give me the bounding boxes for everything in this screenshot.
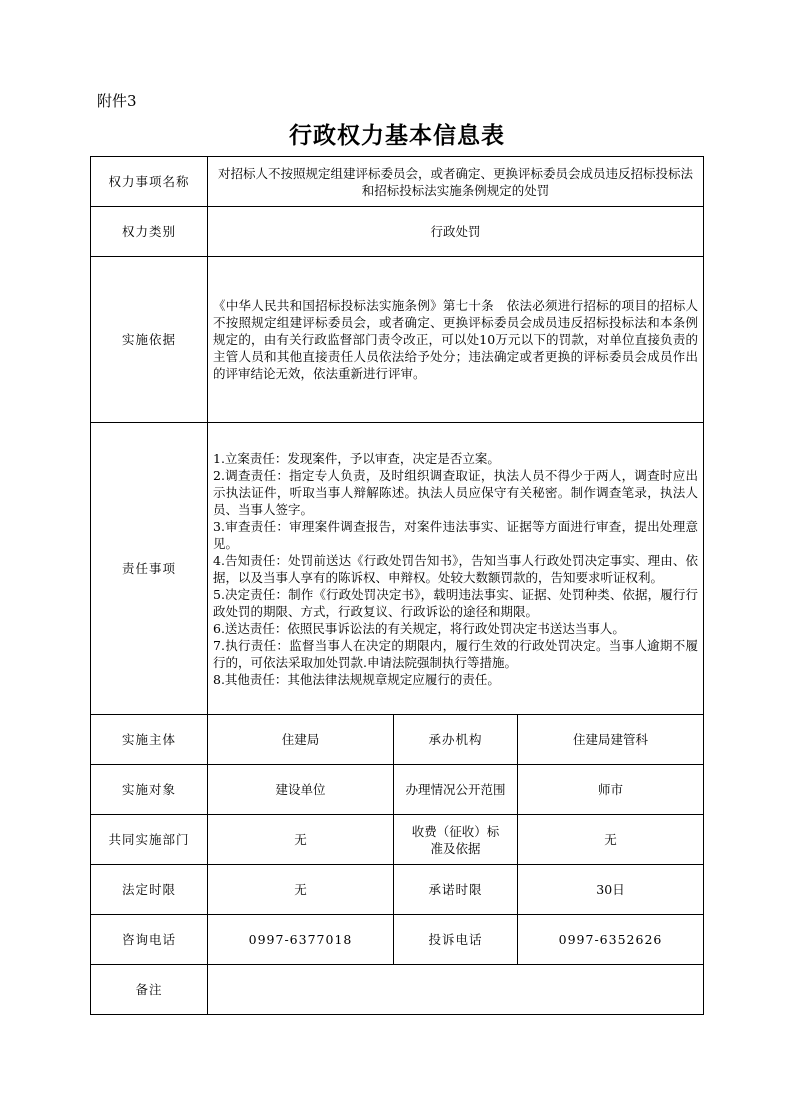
legal-timelimit-label: 法定时限 xyxy=(91,865,208,915)
legal-timelimit-value: 无 xyxy=(208,865,394,915)
duty-item: 7.执行责任：监督当事人在决定的期限内，履行生效的行政处罚决定。当事人逾期不履行的，可依法采取加处罚款.申请法院强制执行等措施。 xyxy=(213,637,699,670)
name-value: 对招标人不按照规定组建评标委员会，或者确定、更换评标委员会成员违反招标投标法和招标投标法实施条例规定的处罚 xyxy=(208,157,704,207)
subject-label: 实施主体 xyxy=(91,715,208,765)
promised-timelimit-label: 承诺时限 xyxy=(394,865,518,915)
category-value: 行政处罚 xyxy=(208,207,704,257)
duty-item: 1.立案责任：发现案件，予以审查，决定是否立案。 xyxy=(213,450,500,466)
duties-label: 责任事项 xyxy=(91,423,208,715)
row-name xyxy=(91,157,704,207)
attachment-label: 附件3 xyxy=(97,92,137,110)
info-table xyxy=(90,156,704,1015)
duties-list xyxy=(208,423,704,715)
row-basis xyxy=(91,257,704,423)
basis-label: 实施依据 xyxy=(91,257,208,423)
fee-standard-label: 收费（征收）标准及依据 xyxy=(394,815,518,865)
disclosure-scope-label: 办理情况公开范围 xyxy=(394,765,518,815)
agency-label: 承办机构 xyxy=(394,715,518,765)
duty-item: 5.决定责任：制作《行政处罚决定书》，载明违法事实、证据、处罚种类、依据，履行行政处罚的期限、方式，行政复议、行政诉讼的途径和期限。 xyxy=(213,586,699,619)
joint-dept-label: 共同实施部门 xyxy=(91,815,208,865)
category-label: 权力类别 xyxy=(91,207,208,257)
row-subject xyxy=(91,715,704,765)
target-label: 实施对象 xyxy=(91,765,208,815)
duty-item: 6.送达责任：依照民事诉讼法的有关规定，将行政处罚决定书送达当事人。 xyxy=(213,620,625,636)
row-duties xyxy=(91,423,704,715)
consult-phone-value: 0997-6377018 xyxy=(208,915,394,965)
basis-value: 《中华人民共和国招标投标法实施条例》第七十条 依法必须进行招标的项目的招标人不按照规定组建评标委员会，或者确定、更换评标委员会成员违反招标投标法和本条例规定的，由有关行政监督部门责令改正，可以处10万元以下的罚款，对单位直接负责的主管人员和其他直接责任人员依法给予处分；违法确定或者更换的评标委员会成员作出的评审结论无效，依法重新进行评审。 xyxy=(208,257,704,423)
disclosure-scope-value: 师市 xyxy=(518,765,704,815)
name-label: 权力事项名称 xyxy=(91,157,208,207)
row-category xyxy=(91,207,704,257)
agency-value: 住建局建管科 xyxy=(518,715,704,765)
row-remark xyxy=(91,965,704,1015)
row-joint xyxy=(91,815,704,865)
complaint-phone-label: 投诉电话 xyxy=(394,915,518,965)
duty-item: 2.调查责任：指定专人负责，及时组织调查取证，执法人员不得少于两人，调查时应出示执法证件，听取当事人辩解陈述。执法人员应保守有关秘密。制作调查笔录，执法人员、当事人签字。 xyxy=(213,467,699,517)
duty-item: 3.审查责任：审理案件调查报告，对案件违法事实、证据等方面进行审查，提出处理意见。 xyxy=(213,518,699,551)
remark-value xyxy=(208,965,704,1015)
duty-item: 8.其他责任：其他法律法规规章规定应履行的责任。 xyxy=(213,671,500,687)
consult-phone-label: 咨询电话 xyxy=(91,915,208,965)
target-value: 建设单位 xyxy=(208,765,394,815)
fee-standard-value: 无 xyxy=(518,815,704,865)
page-title: 行政权力基本信息表 xyxy=(289,122,505,149)
row-target xyxy=(91,765,704,815)
complaint-phone-value: 0997-6352626 xyxy=(518,915,704,965)
remark-label: 备注 xyxy=(91,965,208,1015)
joint-dept-value: 无 xyxy=(208,815,394,865)
row-timelimit xyxy=(91,865,704,915)
row-phone xyxy=(91,915,704,965)
duty-item: 4.告知责任：处罚前送达《行政处罚告知书》，告知当事人行政处罚决定事实、理由、依据，以及当事人享有的陈诉权、申辩权。处较大数额罚款的，告知要求听证权利。 xyxy=(213,552,699,585)
promised-timelimit-value: 30日 xyxy=(518,865,704,915)
subject-value: 住建局 xyxy=(208,715,394,765)
